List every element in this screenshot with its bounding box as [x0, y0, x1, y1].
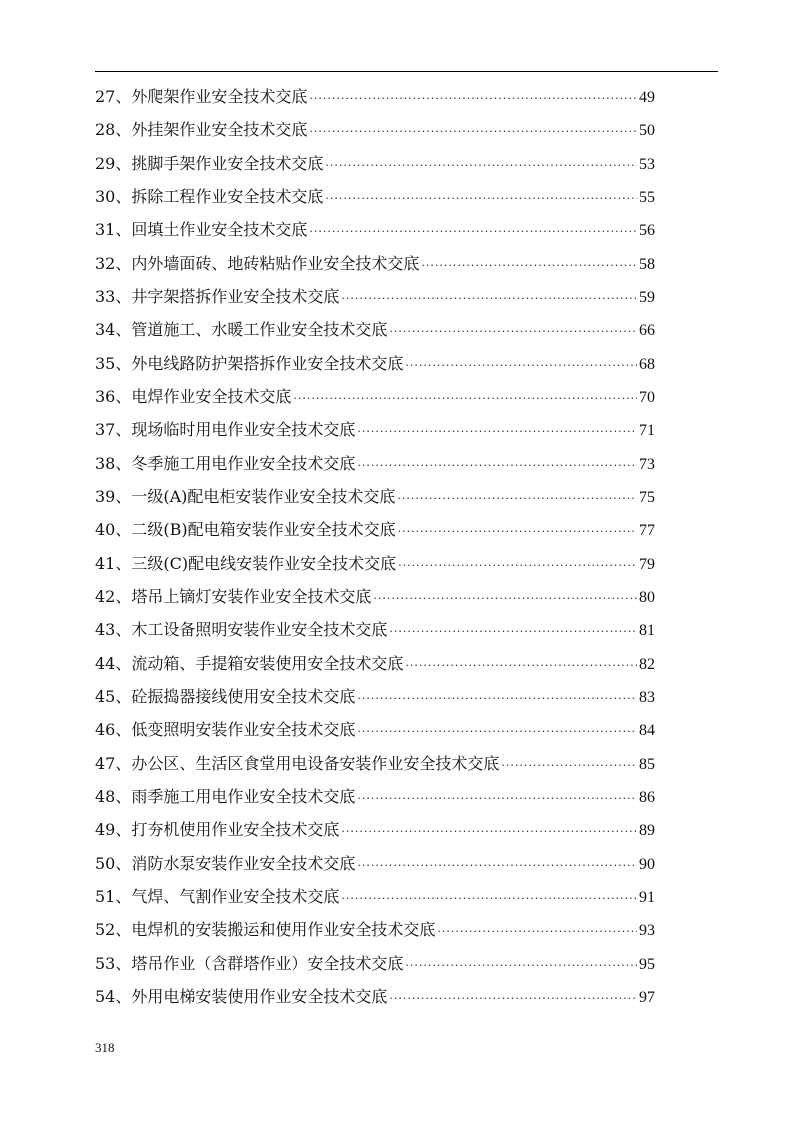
dot-leader	[357, 787, 637, 811]
dot-leader	[398, 520, 637, 544]
toc-entry-page: 89	[639, 822, 655, 840]
toc-entry[interactable]	[95, 552, 655, 585]
toc-entry-title: 43、木工设备照明安装作业安全技术交底	[95, 620, 388, 640]
toc-entry-title: 27、外爬架作业安全技术交底	[95, 87, 308, 106]
toc-entry-page: 77	[639, 522, 655, 540]
toc-entry-page: 53	[639, 155, 655, 173]
toc-entry[interactable]	[95, 852, 655, 885]
toc-entry[interactable]	[95, 352, 655, 385]
dot-leader	[341, 820, 637, 844]
dot-leader	[357, 420, 637, 444]
dot-leader	[357, 687, 637, 711]
dot-leader	[501, 754, 637, 778]
toc-entry-page: 49	[639, 89, 655, 106]
toc-entry-title: 52、电焊机的安装搬运和使用作业安全技术交底	[95, 920, 436, 940]
toc-entry[interactable]	[95, 918, 655, 951]
dot-leader	[309, 220, 637, 244]
toc-entry-title: 46、低变照明安装作业安全技术交底	[95, 720, 356, 740]
toc-entry-page: 56	[639, 222, 655, 240]
dot-leader	[341, 287, 637, 311]
toc-entry[interactable]	[95, 318, 655, 351]
toc-entry[interactable]	[95, 952, 655, 985]
toc-entry[interactable]	[95, 685, 655, 718]
dot-leader	[357, 854, 637, 878]
toc-entry-title: 42、塔吊上镝灯安装作业安全技术交底	[95, 586, 372, 606]
toc-entry-title: 29、挑脚手架作业安全技术交底	[95, 153, 324, 173]
toc-entry-page: 83	[639, 688, 655, 706]
toc-entry-title: 34、管道施工、水暖工作业安全技术交底	[95, 320, 388, 340]
toc-entry[interactable]	[95, 785, 655, 818]
toc-entry[interactable]	[95, 485, 655, 518]
toc-entry-page: 50	[639, 122, 655, 140]
toc-entry-title: 41、三级(C)配电线安装作业安全技术交底	[95, 553, 397, 573]
toc-entry-title: 51、气焊、气割作业安全技术交底	[95, 886, 340, 906]
dot-leader	[397, 487, 637, 511]
toc-entry-title: 35、外电线路防护架搭拆作业安全技术交底	[95, 353, 404, 373]
toc-entry[interactable]	[95, 618, 655, 651]
toc-entry-title: 54、外用电梯安装使用作业安全技术交底	[95, 986, 388, 1006]
toc-entry[interactable]	[95, 385, 655, 418]
toc-entry-title: 32、内外墙面砖、地砖粘贴作业安全技术交底	[95, 253, 420, 273]
dot-leader	[309, 120, 637, 144]
toc-entry[interactable]	[95, 818, 655, 851]
toc-entry-title: 28、外挂架作业安全技术交底	[95, 120, 308, 140]
toc-entry[interactable]	[95, 752, 655, 785]
toc-entry-page: 81	[639, 622, 655, 640]
toc-entry-title: 49、打夯机使用作业安全技术交底	[95, 820, 340, 840]
dot-leader	[293, 387, 637, 411]
toc-entry[interactable]	[95, 85, 655, 118]
toc-entry-page: 90	[639, 855, 655, 873]
toc-entry[interactable]	[95, 152, 655, 185]
toc-entry[interactable]	[95, 218, 655, 251]
toc-entry-title: 50、消防水泵安装作业安全技术交底	[95, 853, 356, 873]
dot-leader	[373, 587, 637, 611]
dot-leader	[341, 887, 637, 911]
toc-entry-title: 39、一级(A)配电柜安装作业安全技术交底	[95, 486, 396, 506]
dot-leader	[405, 354, 637, 378]
toc-entry-page: 79	[639, 555, 655, 573]
toc-entry-title: 38、冬季施工用电作业安全技术交底	[95, 453, 356, 473]
toc-entry-title: 33、井字架搭拆作业安全技术交底	[95, 286, 340, 306]
toc-entry-page: 86	[639, 788, 655, 806]
toc-entry-page: 97	[639, 988, 655, 1006]
dot-leader	[389, 320, 637, 344]
toc-entry-title: 48、雨季施工用电作业安全技术交底	[95, 786, 356, 806]
toc-entry-title: 53、塔吊作业（含群塔作业）安全技术交底	[95, 953, 404, 973]
dot-leader	[325, 187, 637, 211]
toc-entry-page: 93	[639, 922, 655, 940]
toc-entry-title: 45、砼振捣器接线使用安全技术交底	[95, 686, 356, 706]
toc-entry-page: 75	[639, 488, 655, 506]
toc-entry[interactable]	[95, 118, 655, 151]
dot-leader	[405, 654, 637, 678]
toc-entry-page: 84	[639, 722, 655, 740]
toc-entry[interactable]	[95, 585, 655, 618]
toc-entry-page: 70	[639, 388, 655, 406]
page-number: 318	[95, 1040, 115, 1055]
toc-entry-title: 40、二级(B)配电箱安装作业安全技术交底	[95, 520, 396, 540]
toc-entry-page: 95	[639, 955, 655, 973]
toc-entry[interactable]	[95, 718, 655, 751]
header-rule	[95, 71, 718, 72]
toc-entry-page: 58	[639, 255, 655, 273]
toc-entry-title: 47、办公区、生活区食堂用电设备安装作业安全技术交底	[95, 753, 500, 773]
toc-entry-page: 91	[639, 888, 655, 906]
toc-entry[interactable]	[95, 518, 655, 551]
toc-entry-title: 31、回填土作业安全技术交底	[95, 220, 308, 240]
toc-entry-page: 80	[639, 588, 655, 606]
dot-leader	[309, 87, 637, 111]
dot-leader	[437, 920, 637, 944]
toc-entry[interactable]	[95, 418, 655, 451]
toc-entry[interactable]	[95, 885, 655, 918]
dot-leader	[357, 454, 637, 478]
toc-entry-page: 82	[639, 655, 655, 673]
toc-entry-title: 36、电焊作业安全技术交底	[95, 386, 292, 406]
dot-leader	[357, 720, 637, 744]
toc-entry[interactable]	[95, 285, 655, 318]
table-of-contents	[95, 85, 655, 1018]
dot-leader	[421, 254, 637, 278]
toc-entry-title: 30、拆除工程作业安全技术交底	[95, 186, 324, 206]
toc-entry-page: 73	[639, 455, 655, 473]
toc-entry-title: 37、现场临时用电作业安全技术交底	[95, 420, 356, 440]
toc-entry[interactable]	[95, 452, 655, 485]
dot-leader	[389, 620, 637, 644]
toc-entry-page: 59	[639, 288, 655, 306]
toc-entry[interactable]	[95, 252, 655, 285]
dot-leader	[325, 154, 637, 178]
toc-entry-page: 66	[639, 322, 655, 340]
toc-entry-page: 68	[639, 355, 655, 373]
toc-entry[interactable]	[95, 185, 655, 218]
dot-leader	[389, 987, 637, 1011]
toc-entry[interactable]	[95, 985, 655, 1018]
toc-entry-page: 55	[639, 188, 655, 206]
dot-leader	[398, 554, 637, 578]
dot-leader	[405, 954, 637, 978]
toc-entry-page: 71	[639, 422, 655, 440]
toc-entry[interactable]	[95, 652, 655, 685]
toc-entry-page: 85	[639, 755, 655, 773]
toc-entry-title: 44、流动箱、手提箱安装使用安全技术交底	[95, 653, 404, 673]
